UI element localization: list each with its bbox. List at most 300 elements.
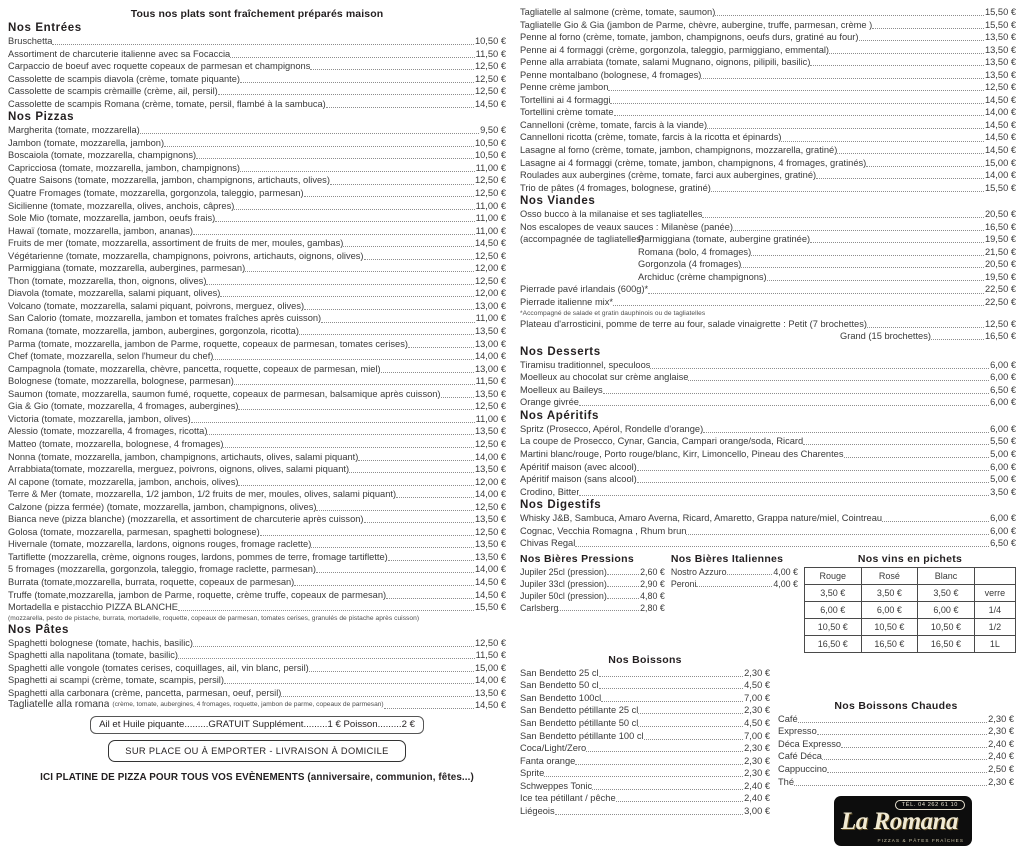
menu-item-price: 11,50 €	[475, 650, 506, 661]
menu-item-row	[8, 363, 506, 376]
menu-item-name: Diavola (tomate, mozzarella, salami piquant, olives)	[8, 288, 221, 299]
plateau-petit-price: 12,50 €	[984, 318, 1016, 329]
menu-item-name: Spaghetti bolognese (tomate, hachis, basilic)	[8, 637, 194, 648]
menu-item-row	[520, 435, 1016, 448]
menu-item-price: 4,50 €	[744, 717, 770, 728]
menu-item-row	[520, 106, 1016, 119]
wine-table-cell: 10,50 €	[918, 618, 975, 635]
menu-item-row	[8, 501, 506, 514]
menu-item-price: 13,50 €	[474, 514, 506, 525]
wine-table-cell: 10,50 €	[805, 618, 862, 635]
wine-price-table	[804, 567, 1016, 653]
leader-dots	[575, 539, 989, 547]
menu-item-row	[8, 287, 506, 300]
leader-dots	[607, 591, 639, 599]
menu-item-row	[520, 258, 1016, 271]
menu-item-price: 6,00 €	[990, 397, 1016, 408]
menu-item-price: 14,50 €	[984, 94, 1016, 105]
leader-dots	[311, 540, 474, 548]
menu-item-row	[520, 667, 770, 680]
leader-dots	[702, 210, 984, 218]
takeaway-row	[8, 734, 506, 762]
pates-right-list	[520, 6, 1016, 194]
menu-item-price: 12,50 €	[474, 401, 506, 412]
menu-item-price: 14,00 €	[474, 489, 506, 500]
menu-item-name: Sole Mio (tomate, mozzarella, jambon, oeufs frais)	[8, 213, 216, 224]
menu-item-price: 2,30 €	[988, 776, 1014, 787]
menu-item-name: Cannelloni (crème, tomate, farcis à la viande)	[520, 119, 708, 130]
leader-dots	[607, 567, 639, 575]
menu-item-row	[520, 792, 770, 805]
menu-item-row	[520, 730, 770, 743]
leader-dots	[829, 46, 984, 54]
menu-item-row	[8, 237, 506, 250]
leader-dots	[592, 782, 743, 790]
menu-item-name: San Bendetto pétillante 100 cl	[520, 730, 644, 741]
boissons-block	[520, 653, 770, 846]
leader-dots	[701, 71, 984, 79]
menu-item-price: 13,50 €	[474, 539, 506, 550]
menu-item-row	[8, 551, 506, 564]
leader-dots	[610, 96, 984, 104]
menu-item-row	[520, 704, 770, 717]
menu-item-price: 12,50 €	[474, 73, 506, 84]
menu-item-name: Burrata (tomate,mozzarella, burrata, roquette, copeaux de parmesan)	[8, 576, 295, 587]
leader-dots	[837, 146, 984, 154]
wine-table-cell: verre	[974, 584, 1015, 601]
leader-dots	[178, 651, 475, 659]
menu-item-name: Carlsberg	[520, 602, 559, 613]
menu-item-row	[520, 94, 1016, 107]
leader-dots	[711, 184, 984, 192]
menu-item-row	[520, 692, 770, 705]
menu-item-price: 13,50 €	[474, 426, 506, 437]
menu-item-price: 13,50 €	[474, 326, 506, 337]
menu-item-name: Penne ai 4 formaggi (crème, gorgonzola, taleggio, parmiggiano, emmental)	[520, 44, 830, 55]
section-title-desserts: Nos Desserts	[520, 345, 601, 358]
wine-table-cell: 16,50 €	[861, 635, 918, 652]
menu-item-price: 4,00 €	[773, 578, 798, 589]
leader-dots	[637, 463, 989, 471]
menu-item-row	[520, 384, 1016, 397]
menu-item-name: Végétarienne (tomate, mozzarella, champignons, poivrons, artichauts, oignons, olives)	[8, 250, 364, 261]
menu-item-price: 14,00 €	[984, 107, 1016, 118]
menu-item-name: Truffe (tomate,mozzarella, jambon de Parme, roquette, crème truffe, copeaux de parmesan)	[8, 589, 387, 600]
menu-item-name: Penne crème jambon	[520, 82, 609, 93]
menu-left-column	[8, 6, 512, 783]
leader-dots	[841, 740, 987, 748]
menu-item-price: 2,40 €	[744, 793, 770, 804]
leader-dots	[52, 37, 474, 45]
menu-item-price: 13,50 €	[474, 464, 506, 475]
menu-item-price: 12,00 €	[474, 263, 506, 274]
menu-item-price: 12,50 €	[474, 61, 506, 72]
menu-item-name: Margherita (tomate, mozzarella)	[8, 125, 140, 136]
menu-item-price: 11,00 €	[475, 225, 506, 236]
menu-item-price: 11,50 €	[475, 376, 506, 387]
leader-dots	[644, 732, 744, 740]
menu-item-price: 14,50 €	[474, 576, 506, 587]
menu-item-price: 21,50 €	[984, 246, 1016, 257]
menu-item-name: Quatre Saisons (tomate, mozzarella, jambon, champignons, artichauts, olives)	[8, 175, 330, 186]
menu-item-row	[520, 31, 1016, 44]
menu-item-row	[520, 246, 1016, 259]
menu-item-price: 12,50 €	[474, 526, 506, 537]
section-title-vins: Nos vins en pichets	[857, 552, 963, 565]
menu-item-row	[778, 763, 1014, 776]
menu-item-row	[8, 413, 506, 426]
leader-dots	[599, 681, 744, 689]
menu-item-row	[520, 590, 665, 602]
leader-dots	[358, 453, 474, 461]
menu-item-price: 20,50 €	[984, 259, 1016, 270]
menu-item-price: 12,00 €	[474, 288, 506, 299]
menu-item-row	[520, 6, 1016, 19]
menu-right-column	[512, 6, 1016, 844]
leader-dots	[707, 121, 984, 129]
leader-dots	[751, 248, 984, 256]
leader-dots	[316, 503, 473, 511]
bieres-italiennes-list	[671, 566, 798, 590]
menu-item-price: 6,50 €	[990, 384, 1016, 395]
leader-dots	[727, 567, 773, 575]
leader-dots	[388, 553, 474, 561]
menu-item-row	[520, 233, 1016, 246]
menu-item-row	[520, 221, 1016, 234]
menu-item-price: 6,00 €	[990, 372, 1016, 383]
leader-dots	[441, 390, 474, 398]
menu-item-row	[778, 750, 1014, 763]
menu-item-name: Fruits de mer (tomate, mozzarella, assortiment de fruits de mer, moules, gambas)	[8, 238, 344, 249]
menu-item-name: Ice tea pétillant / pêche	[520, 793, 616, 804]
section-title-aperitifs: Nos Apéritifs	[520, 409, 599, 422]
menu-item-row	[8, 662, 506, 675]
logo-name: La Romana	[841, 808, 959, 836]
menu-item-name: Thon (tomate, mozzarella, thon, oignons, olives)	[8, 275, 207, 286]
leader-dots	[364, 515, 474, 523]
menu-item-price: 2,60 €	[640, 566, 665, 577]
menu-item-row	[520, 44, 1016, 57]
menu-item-name: Gia & Gio (tomate, mozzarella, 4 fromages, aubergines)	[8, 401, 239, 412]
leader-dots	[648, 286, 984, 294]
menu-item-name: Terre & Mer (tomate, mozzarella, 1/2 jambon, 1/2 fruits de mer, moules, olives, salami piquant)	[8, 489, 397, 500]
menu-item-name: San Bendetto 25 cl	[520, 667, 599, 678]
leader-dots	[396, 490, 474, 498]
menu-item-name: Whisky J&B, Sambuca, Amaro Averna, Ricard, Amaretto, Grappa nature/miel, Cointreau	[520, 513, 883, 524]
menu-item-price: 2,30 €	[744, 667, 770, 678]
menu-item-name: Spaghetti ai scampi (crème, tomate, scampis, persil)	[8, 675, 224, 686]
pates-last-item-price: 14,50 €	[474, 700, 506, 711]
menu-item-row	[8, 438, 506, 451]
leader-dots	[299, 327, 474, 335]
plateau-grand-label: Grand (15 brochettes)	[840, 331, 931, 342]
menu-item-row	[8, 513, 506, 526]
menu-item-row	[778, 776, 1014, 789]
menu-item-row	[8, 526, 506, 539]
menu-item-name: Spaghetti alla carbonara (crème, pancetta, parmesan, oeuf, persil)	[8, 687, 282, 698]
menu-item-name: Liégeois	[520, 805, 555, 816]
vins-block	[804, 552, 1016, 653]
menu-item-row	[8, 225, 506, 238]
menu-item-name: San Bendetto 50 cl	[520, 680, 599, 691]
menu-item-name: Gorgonzola (4 fromages)	[638, 259, 742, 270]
menu-item-price: 10,50 €	[474, 137, 506, 148]
viandes-footnote: *Accompagné de salade et gratin dauphinois ou de tagliatelles	[520, 309, 706, 317]
menu-item-name: Boscaiola (tomate, mozzarella, champignons)	[8, 150, 197, 161]
menu-item-row	[8, 601, 506, 614]
menu-item-row	[520, 19, 1016, 32]
leader-dots	[220, 289, 474, 297]
menu-item-row	[8, 388, 506, 401]
menu-item-price: 13,50 €	[984, 44, 1016, 55]
leader-dots	[304, 302, 474, 310]
menu-item-row	[8, 98, 506, 111]
wine-table-cell: 1/4	[974, 601, 1015, 618]
menu-item-price: 2,30 €	[988, 726, 1014, 737]
wine-table-cell: 6,00 €	[918, 601, 975, 618]
menu-item-price: 2,30 €	[744, 705, 770, 716]
bottom-banner: ICI PLATINE DE PIZZA POUR TOUS VOS EVÈNEMENTS (anniversaire, communion, fêtes...)	[40, 771, 474, 783]
menu-item-name: Capricciosa (tomate, mozzarella, jambon, champignons)	[8, 162, 241, 173]
menu-item-price: 4,80 €	[640, 590, 665, 601]
menu-item-name: Spaghetti alle vongole (tomates cerises, coquillages, ail, vin blanc, persil)	[8, 662, 309, 673]
wine-table-cell: 3,50 €	[918, 584, 975, 601]
leader-dots	[178, 603, 474, 611]
menu-item-name: Cassolette de scampis diavola (crème, tomate piquante)	[8, 73, 241, 84]
menu-item-price: 2,40 €	[744, 780, 770, 791]
menu-item-row	[671, 578, 798, 590]
menu-item-name: Spaghetti alla napolitana (tomate, basilic)	[8, 650, 179, 661]
wine-table-cell: 3,50 €	[805, 584, 862, 601]
leader-dots	[191, 415, 475, 423]
menu-item-row	[520, 208, 1016, 221]
menu-item-price: 2,40 €	[988, 751, 1014, 762]
menu-item-price: 11,00 €	[475, 213, 506, 224]
menu-item-row	[520, 566, 665, 578]
menu-item-name: Saumon (tomate, mozzarella, saumon fumé, roquette, copeaux de parmesan, balsamique après cuisson)	[8, 388, 441, 399]
escalope-accompaniment-label: (accompagnée de tagliatelles)	[520, 234, 645, 245]
leader-dots	[218, 87, 474, 95]
leader-dots	[599, 669, 744, 677]
bieres-italiennes-block	[671, 552, 798, 653]
menu-item-name: Matteo (tomate, mozzarella, bolognese, 4 fromages)	[8, 438, 224, 449]
menu-item-price: 11,00 €	[475, 413, 506, 424]
menu-item-price: 12,50 €	[474, 438, 506, 449]
menu-item-name: Assortiment de charcuterie italienne avec sa Focaccia	[8, 48, 231, 59]
menu-item-row	[778, 738, 1014, 751]
leader-dots	[164, 139, 474, 147]
menu-item-row	[520, 755, 770, 768]
menu-item-name: Jupiler 50cl (pression)	[520, 590, 607, 601]
menu-item-row	[520, 271, 1016, 284]
menu-item-name: Bruschetta	[8, 36, 53, 46]
menu-item-row	[520, 144, 1016, 157]
section-title-bieres-pression: Nos Bières Pressions	[520, 552, 634, 565]
leader-dots	[206, 277, 474, 285]
leader-dots	[349, 465, 474, 473]
menu-item-row	[8, 250, 506, 263]
leader-dots	[555, 807, 744, 815]
menu-item-row	[8, 400, 506, 413]
wine-table-cell: 10,50 €	[861, 618, 918, 635]
menu-item-row	[520, 157, 1016, 170]
menu-item-name: Romana (bolo, 4 fromages)	[638, 246, 752, 257]
menu-item-row	[520, 525, 1016, 538]
menu-item-row	[520, 182, 1016, 195]
menu-item-row	[8, 212, 506, 225]
menu-item-row	[520, 602, 665, 614]
menu-item-row	[8, 451, 506, 464]
pizzas-footnote: (mozzarella, pesto de pistache, burrata, mortadelle, roquette, copeaux de parmesan, tomates cerises, granulés de pistache après cuisson)	[8, 614, 420, 622]
menu-item-row	[8, 174, 506, 187]
menu-item-row	[8, 463, 506, 476]
menu-item-row	[8, 425, 506, 438]
menu-item-name: Carpaccio de boeuf avec roquette copeaux de parmesan et champignons	[8, 61, 311, 72]
leader-dots	[234, 377, 475, 385]
menu-item-price: 13,50 €	[474, 551, 506, 562]
menu-item-row	[520, 473, 1016, 486]
menu-item-row	[520, 461, 1016, 474]
menu-item-name: Penne montalbano (bolognese, 4 fromages)	[520, 69, 702, 80]
menu-item-row	[8, 350, 506, 363]
wine-table-row	[805, 601, 1016, 618]
menu-item-name: Spritz (Prosecco, Apérol, Rondelle d'orange)	[520, 423, 704, 434]
menu-item-row	[8, 73, 506, 86]
menu-item-name: Bolognese (tomate, mozzarella, bolognese, parmesan)	[8, 376, 234, 387]
menu-item-price: 5,00 €	[990, 448, 1016, 459]
leader-dots	[193, 227, 475, 235]
menu-item-price: 13,00 €	[474, 363, 506, 374]
leader-dots	[882, 514, 989, 522]
menu-item-name: Al capone (tomate, mozzarella, jambon, anchois, olives)	[8, 476, 239, 487]
menu-item-row	[520, 296, 1016, 309]
menu-item-row	[8, 137, 506, 150]
menu-item-price: 16,50 €	[984, 221, 1016, 232]
menu-item-name: Trio de pâtes (4 fromages, bolognese, gratiné)	[520, 182, 711, 193]
desserts-list	[520, 359, 1016, 409]
leader-dots	[733, 223, 984, 231]
menu-item-name: Tiramisu traditionnel, speculoos	[520, 359, 651, 370]
leader-dots	[686, 527, 989, 535]
pates-last-item-name: Tagliatelle alla romana	[8, 699, 110, 711]
leader-dots	[637, 475, 989, 483]
menu-item-row	[520, 131, 1016, 144]
menu-item-row	[520, 486, 1016, 499]
leader-dots	[381, 365, 474, 373]
leader-dots	[310, 62, 474, 70]
leader-dots	[603, 386, 989, 394]
pizzas-list	[8, 124, 506, 613]
menu-item-price: 6,50 €	[990, 538, 1016, 549]
menu-item-price: 10,50 €	[474, 150, 506, 161]
menu-item-name: Nostro Azzuro	[670, 566, 727, 577]
menu-item-price: 2,30 €	[988, 713, 1014, 724]
menu-item-price: 15,50 €	[984, 19, 1016, 30]
menu-item-row	[520, 805, 770, 818]
leader-dots	[601, 694, 743, 702]
wine-table-head	[805, 567, 1016, 584]
menu-item-row	[8, 187, 506, 200]
leader-dots	[638, 706, 743, 714]
menu-item-name: La coupe de Prosecco, Cynar, Gancia, Campari orange/soda, Ricard	[520, 436, 804, 447]
menu-item-price: 14,50 €	[474, 98, 506, 109]
menu-item-price: 14,00 €	[474, 675, 506, 686]
menu-item-price: 12,50 €	[474, 86, 506, 97]
takeaway-box: SUR PLACE OU À EMPORTER - LIVRAISON À DOMICILE	[108, 740, 405, 762]
restaurant-logo	[834, 796, 972, 846]
leader-dots	[767, 273, 984, 281]
menu-item-name: Nonna (tomate, mozzarella, jambon, champignons, artichauts, olives, salami piquant)	[8, 451, 359, 462]
leader-dots	[696, 579, 772, 587]
wine-table-column-header	[974, 567, 1015, 584]
leader-dots	[140, 126, 479, 134]
leader-dots	[575, 757, 743, 765]
leader-dots	[931, 332, 984, 340]
leader-dots	[330, 177, 474, 185]
leader-dots	[844, 450, 990, 458]
boissons-list	[520, 667, 770, 818]
leader-dots	[558, 603, 639, 611]
menu-item-name: Hivernale (tomate, mozzarella, lardons, oignons rouges, fromage raclette)	[8, 539, 312, 550]
menu-item-price: 7,00 €	[744, 692, 770, 703]
menu-item-price: 6,00 €	[990, 513, 1016, 524]
menu-item-price: 15,50 €	[984, 182, 1016, 193]
menu-item-name: Roulades aux aubergines (crème, tomate, farci aux aubergines, gratiné)	[520, 170, 817, 181]
wine-table-cell: 16,50 €	[805, 635, 862, 652]
menu-item-name: Victoria (tomate, mozzarella, jambon, olives)	[8, 413, 191, 424]
section-title-pizzas: Nos Pizzas	[8, 111, 75, 124]
menu-item-row	[520, 423, 1016, 436]
menu-item-name: San Bendetto 100cl	[520, 692, 602, 703]
boissons-chaudes-list	[778, 713, 1014, 788]
menu-item-price: 2,80 €	[640, 602, 665, 613]
menu-item-price: 2,30 €	[744, 755, 770, 766]
digestifs-list	[520, 512, 1016, 550]
menu-item-name: Penne alla arrabiata (tomate, salami Mugnano, oignons, pilipili, basilic)	[520, 57, 811, 68]
wine-table-column-header: Rosé	[861, 567, 918, 584]
leader-dots	[816, 171, 984, 179]
menu-item-name: Tagliatelle al salmone (crème, tomate, saumon)	[520, 7, 716, 17]
menu-item-price: 14,50 €	[984, 132, 1016, 143]
menu-item-price: 14,50 €	[984, 119, 1016, 130]
menu-item-price: 11,50 €	[475, 48, 506, 59]
menu-item-row	[8, 338, 506, 351]
menu-item-price: 3,50 €	[990, 486, 1016, 497]
menu-item-name: Osso bucco à la milanaise et ses tagliatelles	[520, 209, 703, 220]
menu-item-price: 4,50 €	[744, 680, 770, 691]
leader-dots	[614, 108, 984, 116]
leader-dots	[281, 689, 474, 697]
leader-dots	[822, 752, 987, 760]
menu-item-row	[520, 119, 1016, 132]
menu-item-name: Thé	[778, 776, 795, 787]
menu-item-name: Alessio (tomate, mozzarella, 4 fromages, ricotta)	[8, 426, 208, 437]
menu-item-price: 13,50 €	[984, 69, 1016, 80]
menu-item-row	[8, 563, 506, 576]
leader-dots	[316, 565, 474, 573]
menu-item-row	[520, 767, 770, 780]
wine-table-cell: 3,50 €	[861, 584, 918, 601]
menu-item-price: 6,00 €	[990, 525, 1016, 536]
wine-table-row	[805, 635, 1016, 652]
menu-item-name: Pierrade pavé irlandais (600g)*	[520, 284, 649, 295]
menu-item-price: 14,00 €	[474, 351, 506, 362]
leader-dots	[872, 21, 984, 29]
wine-table-cell: 1L	[974, 635, 1015, 652]
menu-item-price: 5,00 €	[990, 474, 1016, 485]
menu-item-row	[520, 717, 770, 730]
section-title-bieres-italiennes: Nos Bières Italiennes	[670, 552, 784, 565]
